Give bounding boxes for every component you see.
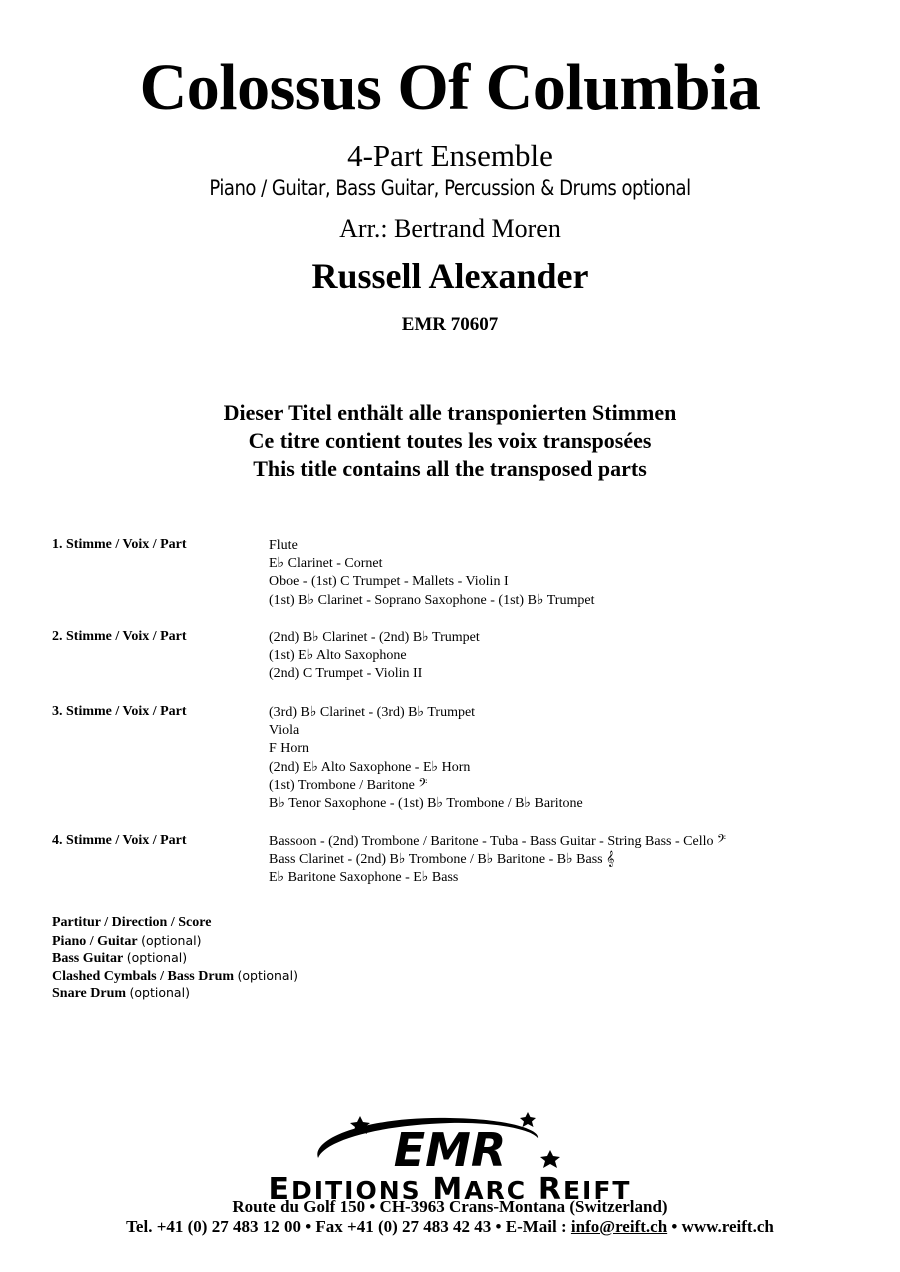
extra-part bbox=[52, 984, 298, 1002]
part-label: 4. Stimme / Voix / Part bbox=[52, 833, 187, 848]
instrument-line: (2nd) B♭ Clarinet - (2nd) B♭ Trumpet bbox=[269, 630, 480, 645]
contact-phone-fax: Tel. +41 (0) 27 483 12 00 • Fax +41 (0) 27 483 42 43 • E-Mail : bbox=[126, 1217, 571, 1236]
extra-part-name: Snare Drum bbox=[52, 986, 127, 1001]
extra-parts-list bbox=[52, 914, 298, 1002]
optional-note: (optional) bbox=[141, 932, 202, 948]
part-label: 3. Stimme / Voix / Part bbox=[52, 704, 187, 719]
emr-logo bbox=[300, 1108, 600, 1180]
instrument-line: B♭ Tenor Saxophone - (1st) B♭ Trombone / B♭ Baritone bbox=[269, 795, 583, 811]
instrument-line: E♭ Clarinet - Cornet bbox=[269, 556, 383, 572]
optional-note: (optional) bbox=[126, 950, 188, 965]
publisher-contact bbox=[0, 1217, 900, 1237]
instrument-line: (2nd) E♭ Alto Saxophone - E♭ Horn bbox=[269, 759, 471, 775]
instrument-line: Viola bbox=[269, 723, 300, 739]
score-title: Colossus Of Columbia bbox=[139, 51, 761, 124]
catalog-number: EMR 70607 bbox=[401, 314, 499, 335]
optional-note: (optional) bbox=[129, 985, 190, 1000]
arranger-line: Arr.: Bertrand Moren bbox=[339, 214, 561, 243]
email-link[interactable]: info@reift.ch bbox=[570, 1217, 668, 1236]
instrumentation-line: Piano / Guitar, Bass Guitar, Percussion & Drums optional bbox=[209, 176, 691, 200]
part-label: 1. Stimme / Voix / Part bbox=[52, 537, 187, 552]
instrument-line: Bass Clarinet - (2nd) B♭ Trombone / B♭ Baritone - B♭ Bass 𝄞 bbox=[269, 852, 615, 868]
part-label: 2. Stimme / Voix / Part bbox=[52, 629, 187, 644]
publisher-address: Route du Golf 150 • CH-3963 Crans-Montana (Switzerland) bbox=[232, 1197, 668, 1216]
optional-note: (optional) bbox=[237, 967, 298, 983]
extra-part bbox=[52, 949, 298, 967]
logo-text: EMR bbox=[393, 1123, 507, 1177]
instrument-line: Oboe - (1st) C Trumpet - Mallets - Violin I bbox=[269, 574, 509, 590]
instrument-line: Bassoon - (2nd) Trombone / Baritone - Tuba - Bass Guitar - String Bass - Cello 𝄢 bbox=[269, 834, 726, 849]
instrument-line: (3rd) B♭ Clarinet - (3rd) B♭ Trumpet bbox=[269, 705, 476, 720]
part-instrument-list bbox=[269, 537, 594, 610]
publisher-name: EDITIONS MARC REIFT bbox=[268, 1172, 632, 1207]
instrument-line: (1st) B♭ Clarinet - Soprano Saxophone - (1st) B♭ Trumpet bbox=[269, 592, 595, 608]
extra-part bbox=[52, 967, 298, 985]
part-instrument-list bbox=[269, 704, 583, 813]
extra-part bbox=[52, 914, 298, 932]
composer-name: Russell Alexander bbox=[311, 256, 589, 296]
notice-line-en: This title contains all the transposed parts bbox=[253, 456, 647, 481]
extra-part-name: Piano / Guitar bbox=[52, 933, 138, 949]
notice-line-de: Dieser Titel enthält alle transponierten Stimmen bbox=[223, 400, 677, 425]
website-link[interactable]: • www.reift.ch bbox=[667, 1217, 774, 1236]
instrument-line: (2nd) C Trumpet - Violin II bbox=[269, 666, 423, 682]
extra-part-name: Clashed Cymbals / Bass Drum bbox=[52, 968, 235, 984]
instrument-line: E♭ Baritone Saxophone - E♭ Bass bbox=[269, 870, 459, 886]
instrument-line: F Horn bbox=[269, 741, 310, 757]
logo-star-right bbox=[540, 1150, 560, 1168]
logo-star-top bbox=[520, 1112, 536, 1127]
notice-line-fr: Ce titre contient toutes les voix transposées bbox=[248, 428, 652, 453]
extra-part-name: Bass Guitar bbox=[52, 951, 124, 966]
ensemble-subtitle: 4-Part Ensemble bbox=[347, 138, 553, 173]
part-instrument-list bbox=[269, 629, 480, 684]
extra-part bbox=[52, 932, 298, 950]
transposed-parts-notice bbox=[0, 399, 900, 483]
extra-part-name: Partitur / Direction / Score bbox=[52, 915, 212, 930]
instrument-line: (1st) E♭ Alto Saxophone bbox=[269, 648, 407, 664]
instrument-line: (1st) Trombone / Baritone 𝄢 bbox=[269, 777, 428, 793]
instrument-line: Flute bbox=[269, 538, 298, 553]
part-instrument-list bbox=[269, 833, 726, 888]
